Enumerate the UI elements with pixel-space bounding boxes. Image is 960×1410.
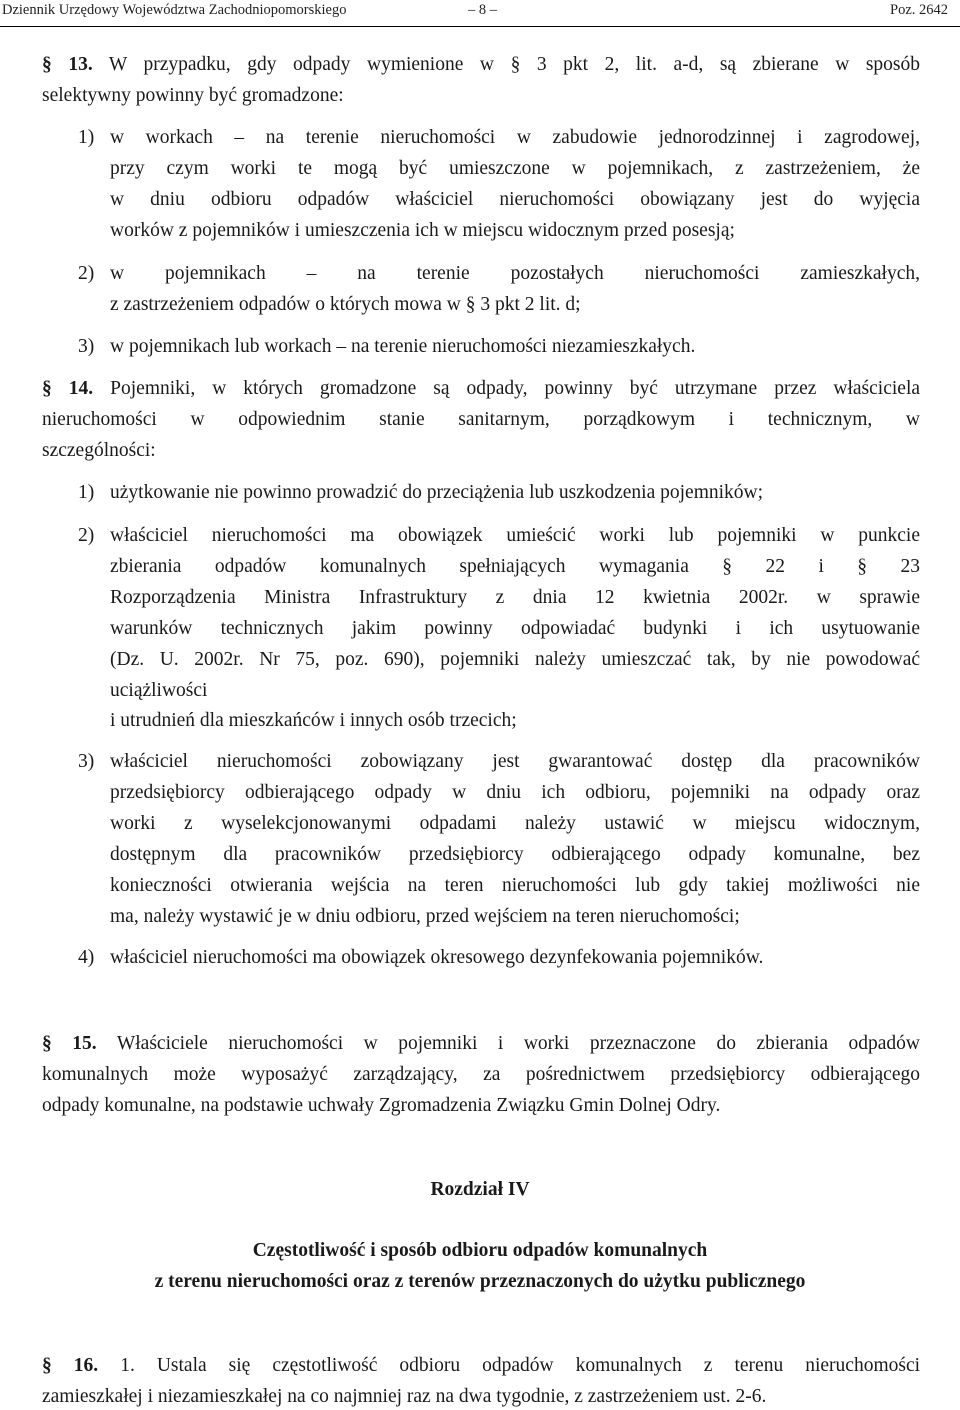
section-15-line-3: odpady komunalne, na podstawie uchwały Zgromadzenia Związku Gmin Dolnej Odry. [42, 1095, 721, 1116]
section-13-number: § 13. [42, 54, 93, 75]
item-number: 2) [78, 525, 95, 546]
page-header [0, 0, 960, 27]
item-number: 3) [78, 751, 95, 772]
item-number: 1) [78, 482, 95, 503]
page-number: – 8 – [468, 2, 497, 18]
section-14-item-2-line-7: i utrudnień dla mieszkańców i innych osób trzecich; [110, 710, 517, 731]
section-13-item-3-line-1: w pojemnikach lub workach – na terenie nieruchomości niezamieszkałych. [110, 336, 696, 357]
section-15-line-1: § 15. Właściciele nieruchomości w pojemniki i worki przeznaczone do zbierania odpadów [42, 1033, 920, 1054]
section-14-number: § 14. [42, 378, 94, 399]
section-14-line-1: § 14. Pojemniki, w których gromadzone są odpady, powinny być utrzymane przez właściciela [42, 378, 920, 399]
chapter-title: Rozdział IV [430, 1179, 530, 1200]
section-14-item-2-line-5: (Dz. U. 2002r. Nr 75, poz. 690), pojemniki należy umieszczać tak, by nie powodować [110, 649, 920, 670]
position-number: Poz. 2642 [890, 2, 948, 18]
section-14-item-3-line-5: konieczności otwierania wejścia na teren nieruchomości lub gdy takiej możliwości nie [110, 875, 920, 896]
section-13-item-1-line-1: w workach – na terenie nieruchomości w zabudowie jednorodzinnej i zagrodowej, [110, 127, 920, 148]
section-14-line-2: nieruchomości w odpowiednim stanie sanitarnym, porządkowym i technicznym, w [42, 409, 920, 430]
item-number: 4) [78, 947, 95, 968]
section-14-item-2-line-2: zbierania odpadów komunalnych spełniających wymagania § 22 i § 23 [110, 556, 920, 577]
section-13-item-1-line-2: przy czym worki te mogą być umieszczone w pojemnikach, z zastrzeżeniem, że [110, 158, 920, 179]
section-15-line-2: komunalnych może wyposażyć zarządzający, za pośrednictwem przedsiębiorcy odbierającego [42, 1064, 920, 1085]
section-14-item-3-line-4: dostępnym dla pracowników przedsiębiorcy odbierającego odpady komunalne, bez [110, 844, 920, 865]
section-13-item-1-line-3: w dniu odbioru odpadów właściciel nieruchomości obowiązany jest do wyjęcia [110, 189, 920, 210]
section-15-number: § 15. [42, 1033, 97, 1054]
section-14-item-2-line-4: warunków technicznych jakim powinny odpowiadać budynki i ich usytuowanie [110, 618, 920, 639]
section-14-item-2-line-1: właściciel nieruchomości ma obowiązek umieścić worki lub pojemniki w punkcie [110, 525, 920, 546]
section-14-item-4-line-1: właściciel nieruchomości ma obowiązek okresowego dezynfekowania pojemników. [110, 947, 764, 968]
section-14-item-3-line-6: ma, należy wystawić je w dniu odbioru, przed wejściem na teren nieruchomości; [110, 906, 740, 927]
section-14-item-3-line-2: przedsiębiorcy odbierającego odpady w dniu ich odbioru, pojemniki na odpady oraz [110, 782, 920, 803]
section-14-item-3-line-3: worki z wyselekcjonowanymi odpadami należy ustawić w miejscu widocznym, [110, 813, 920, 834]
section-16-line-2: zamieszkałej i niezamieszkałej na co najmniej raz na dwa tygodnie, z zastrzeżeniem ust. 2-6. [42, 1386, 767, 1407]
section-14-item-3-line-1: właściciel nieruchomości zobowiązany jest gwarantować dostęp dla pracowników [110, 751, 920, 772]
section-13-item-2-line-1: w pojemnikach – na terenie pozostałych nieruchomości zamieszkałych, [110, 263, 920, 284]
section-14-item-1-line-1: użytkowanie nie powinno prowadzić do przeciążenia lub uszkodzenia pojemników; [110, 482, 764, 503]
section-14-line-3: szczególności: [42, 440, 156, 461]
section-13-item-1-line-4: worków z pojemników i umieszczenia ich w miejscu widocznym przed posesją; [110, 220, 735, 241]
item-number: 2) [78, 263, 95, 284]
section-14-item-2-line-3: Rozporządzenia Ministra Infrastruktury z dnia 12 kwietnia 2002r. w sprawie [110, 587, 920, 608]
section-13-line-2: selektywny powinny być gromadzone: [42, 85, 344, 106]
journal-title: Dziennik Urzędowy Województwa Zachodniopomorskiego [2, 2, 347, 18]
section-13-line-1: § 13. W przypadku, gdy odpady wymienione w § 3 pkt 2, lit. a-d, są zbierane w sposób [42, 54, 920, 75]
section-13-item-2-line-2: z zastrzeżeniem odpadów o których mowa w § 3 pkt 2 lit. d; [110, 294, 581, 315]
chapter-subtitle-line-2: z terenu nieruchomości oraz z terenów przeznaczonych do użytku publicznego [154, 1271, 806, 1292]
item-number: 3) [78, 336, 95, 357]
item-number: 1) [78, 127, 95, 148]
section-16-line-1: § 16. 1. Ustala się częstotliwość odbioru odpadów komunalnych z terenu nieruchomości [42, 1355, 920, 1376]
section-14-item-2-line-6: uciążliwości [110, 680, 208, 701]
chapter-subtitle-line-1: Częstotliwość i sposób odbioru odpadów komunalnych [252, 1240, 708, 1261]
section-16-number: § 16. [42, 1355, 99, 1376]
